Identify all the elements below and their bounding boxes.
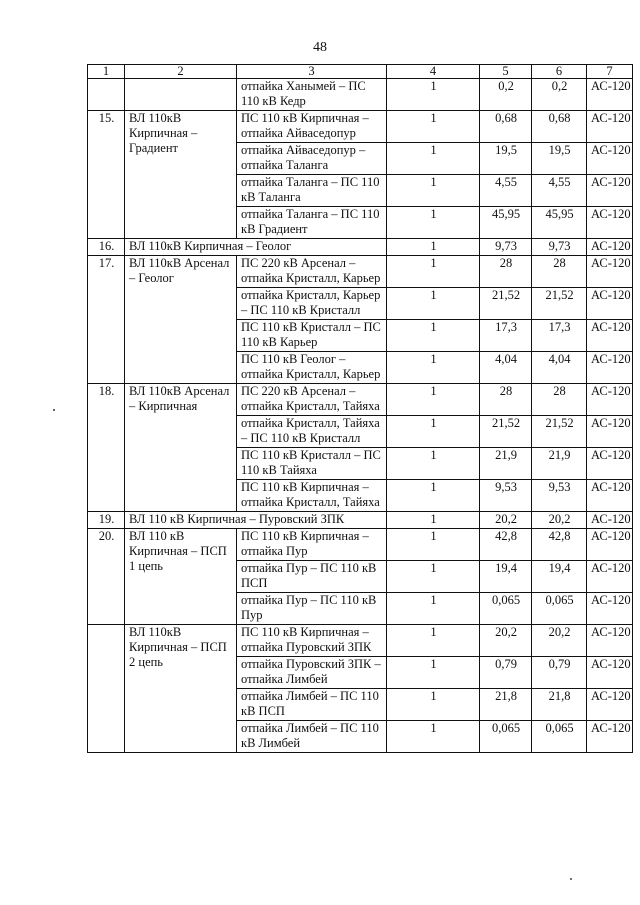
- length-value: 45,95: [532, 207, 587, 239]
- length-value: 0,2: [480, 79, 532, 111]
- section-name: отпайка Лимбей – ПС 110 кВ Лимбей: [237, 721, 387, 753]
- table-row: [88, 111, 633, 143]
- length-value: 0,065: [480, 721, 532, 753]
- wire-type: АС-120: [587, 657, 633, 689]
- length-value: 0,79: [532, 657, 587, 689]
- section-name: отпайка Кристалл, Карьер – ПС 110 кВ Кристалл: [237, 288, 387, 320]
- length-value: 28: [532, 384, 587, 416]
- line-number: 19.: [88, 512, 125, 529]
- length-value: 28: [480, 256, 532, 288]
- length-value: 21,9: [480, 448, 532, 480]
- table-row: [88, 529, 633, 561]
- wire-type: АС-120: [587, 512, 633, 529]
- circuit-count: 1: [387, 480, 480, 512]
- circuit-count: 1: [387, 352, 480, 384]
- circuit-count: 1: [387, 175, 480, 207]
- line-name: ВЛ 110кВ Арсенал – Геолог: [125, 256, 237, 384]
- table-body: [88, 65, 633, 753]
- table-row: [88, 239, 633, 256]
- section-name: ПС 110 кВ Кристалл – ПС 110 кВ Карьер: [237, 320, 387, 352]
- table-row: [88, 512, 633, 529]
- line-name: ВЛ 110 кВ Кирпичная – Пуровский ЗПК: [125, 512, 387, 529]
- circuit-count: 1: [387, 689, 480, 721]
- length-value: 9,53: [532, 480, 587, 512]
- section-name: ПС 220 кВ Арсенал – отпайка Кристалл, Карьер: [237, 256, 387, 288]
- circuit-count: 1: [387, 593, 480, 625]
- length-value: 17,3: [480, 320, 532, 352]
- line-number: 15.: [88, 111, 125, 239]
- length-value: 21,9: [532, 448, 587, 480]
- circuit-count: 1: [387, 79, 480, 111]
- section-name: отпайка Таланга – ПС 110 кВ Таланга: [237, 175, 387, 207]
- wire-type: АС-120: [587, 625, 633, 657]
- column-header: 6: [532, 65, 587, 79]
- line-number: 20.: [88, 529, 125, 625]
- length-value: 4,55: [480, 175, 532, 207]
- circuit-count: 1: [387, 657, 480, 689]
- length-value: 19,4: [532, 561, 587, 593]
- wire-type: АС-120: [587, 239, 633, 256]
- length-value: 21,8: [532, 689, 587, 721]
- length-value: 42,8: [532, 529, 587, 561]
- wire-type: АС-120: [587, 448, 633, 480]
- length-value: 45,95: [480, 207, 532, 239]
- circuit-count: 1: [387, 512, 480, 529]
- length-value: 21,52: [480, 416, 532, 448]
- line-number: [88, 79, 125, 111]
- column-header: 2: [125, 65, 237, 79]
- circuit-count: 1: [387, 448, 480, 480]
- circuit-count: 1: [387, 111, 480, 143]
- line-name: ВЛ 110кВ Кирпичная – ПСП 2 цепь: [125, 625, 237, 753]
- wire-type: АС-120: [587, 593, 633, 625]
- wire-type: АС-120: [587, 256, 633, 288]
- line-number: 18.: [88, 384, 125, 512]
- length-value: 0,065: [532, 721, 587, 753]
- column-header: 5: [480, 65, 532, 79]
- column-header: 1: [88, 65, 125, 79]
- column-header: 3: [237, 65, 387, 79]
- wire-type: АС-120: [587, 175, 633, 207]
- power-lines-table: [87, 64, 633, 753]
- circuit-count: 1: [387, 721, 480, 753]
- wire-type: АС-120: [587, 416, 633, 448]
- length-value: 20,2: [532, 512, 587, 529]
- header-row: [88, 65, 633, 79]
- circuit-count: 1: [387, 320, 480, 352]
- wire-type: АС-120: [587, 529, 633, 561]
- length-value: 0,79: [480, 657, 532, 689]
- length-value: 4,04: [480, 352, 532, 384]
- wire-type: АС-120: [587, 111, 633, 143]
- column-header: 4: [387, 65, 480, 79]
- circuit-count: 1: [387, 416, 480, 448]
- section-name: отпайка Лимбей – ПС 110 кВ ПСП: [237, 689, 387, 721]
- circuit-count: 1: [387, 288, 480, 320]
- section-name: ПС 110 кВ Кирпичная – отпайка Кристалл, Тайяха: [237, 480, 387, 512]
- line-name: [125, 79, 237, 111]
- line-name: ВЛ 110кВ Кирпичная – Градиент: [125, 111, 237, 239]
- wire-type: АС-120: [587, 480, 633, 512]
- wire-type: АС-120: [587, 288, 633, 320]
- wire-type: АС-120: [587, 689, 633, 721]
- table-row: [88, 625, 633, 657]
- wire-type: АС-120: [587, 143, 633, 175]
- length-value: 19,5: [480, 143, 532, 175]
- section-name: ПС 110 кВ Кристалл – ПС 110 кВ Тайяха: [237, 448, 387, 480]
- section-name: отпайка Пур – ПС 110 кВ Пур: [237, 593, 387, 625]
- wire-type: АС-120: [587, 721, 633, 753]
- circuit-count: 1: [387, 207, 480, 239]
- section-name: отпайка Таланга – ПС 110 кВ Градиент: [237, 207, 387, 239]
- line-name: ВЛ 110 кВ Кирпичная – ПСП 1 цепь: [125, 529, 237, 625]
- line-name: ВЛ 110кВ Арсенал – Кирпичная: [125, 384, 237, 512]
- table-row: [88, 256, 633, 288]
- line-number: [88, 625, 125, 753]
- circuit-count: 1: [387, 561, 480, 593]
- length-value: 21,52: [532, 288, 587, 320]
- section-name: отпайка Пуровский ЗПК – отпайка Лимбей: [237, 657, 387, 689]
- section-name: отпайка Ханымей – ПС 110 кВ Кедр: [237, 79, 387, 111]
- wire-type: АС-120: [587, 384, 633, 416]
- wire-type: АС-120: [587, 352, 633, 384]
- length-value: 9,53: [480, 480, 532, 512]
- length-value: 4,55: [532, 175, 587, 207]
- length-value: 21,52: [480, 288, 532, 320]
- circuit-count: 1: [387, 256, 480, 288]
- wire-type: АС-120: [587, 561, 633, 593]
- section-name: отпайка Айваседопур – отпайка Таланга: [237, 143, 387, 175]
- section-name: ПС 110 кВ Геолог – отпайка Кристалл, Карьер: [237, 352, 387, 384]
- length-value: 20,2: [532, 625, 587, 657]
- length-value: 0,68: [532, 111, 587, 143]
- section-name: ПС 110 кВ Кирпичная – отпайка Пур: [237, 529, 387, 561]
- table-row: [88, 79, 633, 111]
- length-value: 0,065: [532, 593, 587, 625]
- section-name: ПС 220 кВ Арсенал – отпайка Кристалл, Тайяха: [237, 384, 387, 416]
- wire-type: АС-120: [587, 207, 633, 239]
- length-value: 20,2: [480, 512, 532, 529]
- line-name: ВЛ 110кВ Кирпичная – Геолог: [125, 239, 387, 256]
- length-value: 4,04: [532, 352, 587, 384]
- circuit-count: 1: [387, 529, 480, 561]
- circuit-count: 1: [387, 384, 480, 416]
- circuit-count: 1: [387, 239, 480, 256]
- length-value: 9,73: [480, 239, 532, 256]
- length-value: 28: [532, 256, 587, 288]
- table-row: [88, 384, 633, 416]
- circuit-count: 1: [387, 143, 480, 175]
- line-number: 16.: [88, 239, 125, 256]
- column-header: 7: [587, 65, 633, 79]
- length-value: 19,5: [532, 143, 587, 175]
- section-name: ПС 110 кВ Кирпичная – отпайка Айваседопур: [237, 111, 387, 143]
- section-name: отпайка Пур – ПС 110 кВ ПСП: [237, 561, 387, 593]
- wire-type: АС-120: [587, 79, 633, 111]
- section-name: отпайка Кристалл, Тайяха – ПС 110 кВ Кристалл: [237, 416, 387, 448]
- wire-type: АС-120: [587, 320, 633, 352]
- length-value: 21,8: [480, 689, 532, 721]
- length-value: 19,4: [480, 561, 532, 593]
- length-value: 17,3: [532, 320, 587, 352]
- length-value: 21,52: [532, 416, 587, 448]
- length-value: 42,8: [480, 529, 532, 561]
- length-value: 20,2: [480, 625, 532, 657]
- section-name: ПС 110 кВ Кирпичная – отпайка Пуровский ЗПК: [237, 625, 387, 657]
- length-value: 0,065: [480, 593, 532, 625]
- page-number: 48: [313, 40, 327, 55]
- length-value: 28: [480, 384, 532, 416]
- length-value: 0,68: [480, 111, 532, 143]
- circuit-count: 1: [387, 625, 480, 657]
- line-number: 17.: [88, 256, 125, 384]
- length-value: 0,2: [532, 79, 587, 111]
- scan-speck: [53, 409, 55, 411]
- length-value: 9,73: [532, 239, 587, 256]
- scan-speck: [570, 878, 572, 880]
